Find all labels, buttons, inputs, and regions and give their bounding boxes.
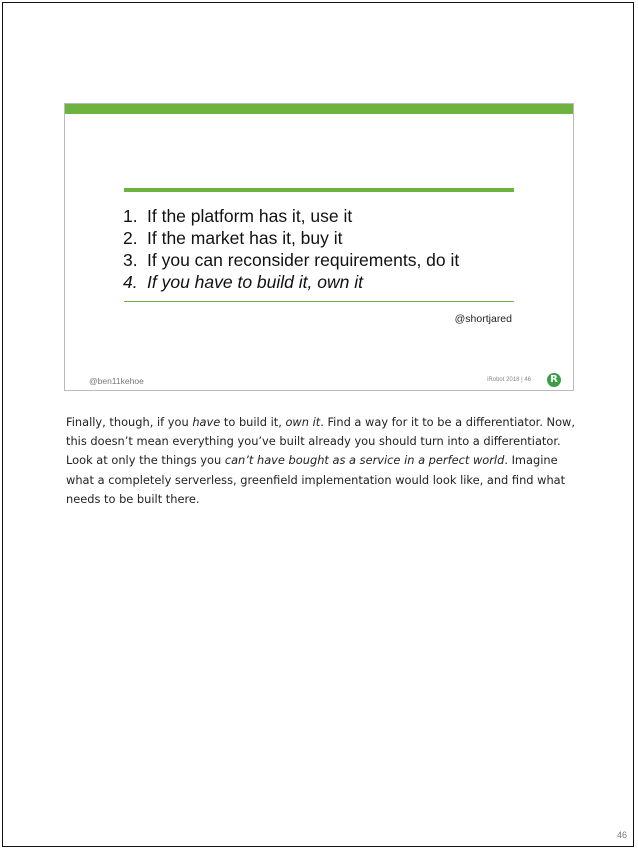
rule-item-emphasized bbox=[123, 271, 553, 293]
rule-item bbox=[123, 205, 553, 227]
rules-list bbox=[123, 205, 553, 293]
rule-number: 3. bbox=[123, 250, 138, 270]
rule-number: 4. bbox=[123, 272, 138, 292]
slide-top-bar bbox=[65, 104, 573, 114]
notes-text: to build it, bbox=[220, 415, 286, 429]
notes-emphasis: have bbox=[192, 415, 221, 429]
slide-footer-page: iRobot 2018 | 46 bbox=[487, 377, 531, 383]
slide-attribution: @shortjared bbox=[454, 313, 512, 325]
notes-emphasis: can’t have bought as a service in a perfect world bbox=[224, 453, 505, 468]
notes-text: . Find a way for it to be a differentiator. Now, this doesn’t mean everything you’ve built already you should turn into a differentiator. Look at only the things you bbox=[66, 415, 575, 468]
slide-top-rule bbox=[124, 188, 514, 192]
rule-item bbox=[123, 249, 553, 271]
rule-text: If you can reconsider requirements, do it bbox=[147, 250, 460, 270]
slide-bottom-rule bbox=[124, 301, 514, 302]
notes-text: . Imagine what a completely serverless, greenfield implementation would look like, and find what needs to be built there. bbox=[66, 453, 566, 506]
notes-emphasis: own it bbox=[285, 415, 321, 429]
page-number: 46 bbox=[616, 830, 627, 840]
rule-number: 1. bbox=[123, 206, 138, 226]
rule-item bbox=[123, 227, 553, 249]
notes-text: Finally, though, if you bbox=[66, 415, 193, 429]
rule-text: If the market has it, buy it bbox=[147, 228, 343, 248]
rule-number: 2. bbox=[123, 228, 138, 248]
rule-text: If the platform has it, use it bbox=[147, 206, 353, 226]
slide-footer-handle: @ben11kehoe bbox=[89, 376, 144, 386]
speaker-notes bbox=[66, 413, 576, 509]
slide bbox=[64, 103, 574, 391]
rule-text: If you have to build it, own it bbox=[147, 272, 363, 292]
irobot-logo-icon: R bbox=[547, 373, 561, 387]
